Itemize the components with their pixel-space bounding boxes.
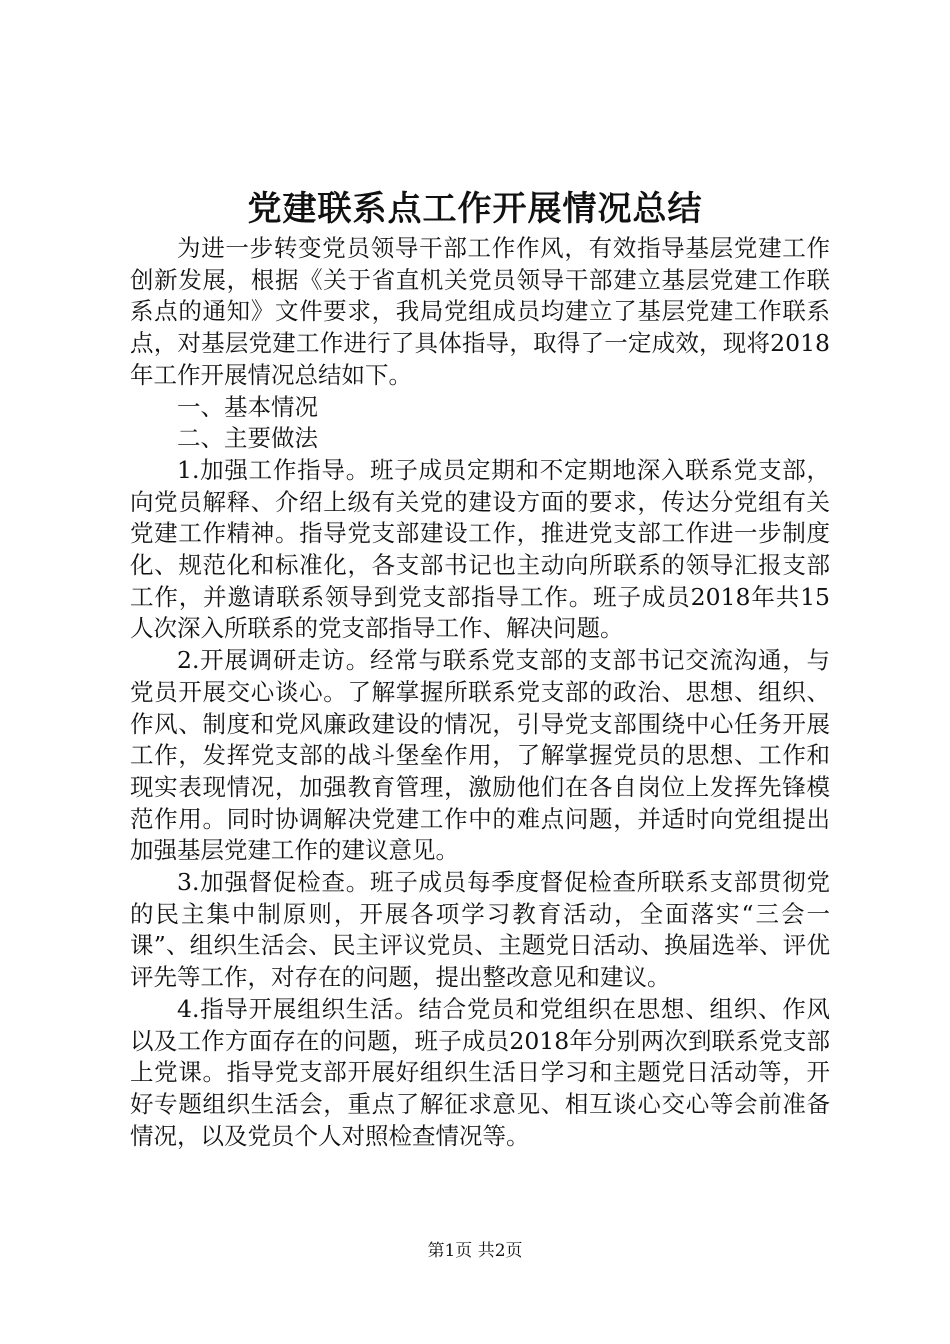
section-heading-main-practices: 二、主要做法 <box>177 424 318 453</box>
paragraph-item-2: 2.开展调研走访。经常与联系党支部的支部书记交流沟通，与党员开展交心谈心。了解掌握所联系党支部的政治、思想、组织、作风、制度和党风廉政建设的情况，引导党支部围绕中心任务开展工作，发挥党支部的战斗堡垒作用，了解掌握党员的思想、工作和现实表现情况，加强教育管理，激励他们在各自岗位上发挥先锋模范作用。同时协调解决党建工作中的难点问题，并适时向党组提出加强基层党建工作的建议意见。 <box>130 646 830 865</box>
paragraph-item-3: 3.加强督促检查。班子成员每季度督促检查所联系支部贯彻党的民主集中制原则，开展各项学习教育活动，全面落实“三会一课”、组织生活会、民主评议党员、主题党日活动、换届选举、评优评先等工作，对存在的问题，提出整改意见和建议。 <box>130 868 830 992</box>
document-title: 党建联系点工作开展情况总结 <box>247 189 703 229</box>
document-body <box>130 233 830 1152</box>
page-number-footer: 第1页 共2页 <box>427 1241 523 1261</box>
section-heading-basic-situation: 一、基本情况 <box>177 392 318 421</box>
paragraph-item-1: 1.加强工作指导。班子成员定期和不定期地深入联系党支部，向党员解释、介绍上级有关党的建设方面的要求，传达分党组有关党建工作精神。指导党支部建设工作，推进党支部工作进一步制度化、规范化和标准化，各支部书记也主动向所联系的领导汇报支部工作，并邀请联系领导到党支部指导工作。班子成员2018年共15人次深入所联系的党支部指导工作、解决问题。 <box>130 455 830 643</box>
paragraph-item-4: 4.指导开展组织生活。结合党员和党组织在思想、组织、作风以及工作方面存在的问题，班子成员2018年分别两次到联系党支部上党课。指导党支部开展好组织生活日学习和主题党日活动等，开好专题组织生活会，重点了解征求意见、相互谈心交心等会前准备情况，以及党员个人对照检查情况等。 <box>130 994 830 1150</box>
paragraph-intro: 为进一步转变党员领导干部工作作风，有效指导基层党建工作创新发展，根据《关于省直机关党员领导干部建立基层党建工作联系点的通知》文件要求，我局党组成员均建立了基层党建工作联系点，对基层党建工作进行了具体指导，取得了一定成效，现将2018年工作开展情况总结如下。 <box>130 234 830 389</box>
